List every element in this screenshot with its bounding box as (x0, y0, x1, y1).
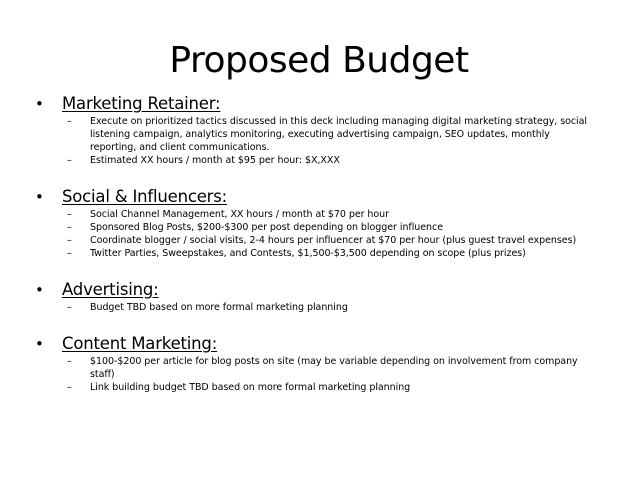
dash-icon: – (67, 116, 72, 127)
sub-item (35, 355, 625, 381)
sub-item-list (35, 208, 625, 260)
section-title: Social & Influencers: (62, 187, 228, 206)
dash-icon: – (67, 235, 72, 246)
sub-item-text: Estimated XX hours / month at $95 per hour: $X,XXX (90, 155, 340, 166)
bullet-icon: • (35, 95, 44, 113)
sub-item-text: Coordinate blogger / social visits, 2-4 hours per influencer at $70 per hour (plus guest travel expenses) (90, 235, 577, 246)
sub-item-text: Budget TBD based on more formal marketing planning (90, 302, 348, 313)
dash-icon: – (67, 222, 72, 233)
dash-icon: – (67, 302, 72, 313)
dash-icon: – (67, 248, 72, 259)
sub-item-text: Link building budget TBD based on more formal marketing planning (90, 382, 411, 393)
sub-item (35, 208, 625, 221)
sub-item (35, 234, 625, 247)
sub-item-text: Sponsored Blog Posts, $200-$300 per post depending on blogger influence (90, 222, 443, 233)
sub-item-list (35, 115, 625, 167)
sub-item-list (35, 301, 625, 314)
sub-item (35, 381, 625, 394)
sub-item-list (35, 355, 625, 394)
sub-item-text: $100-$200 per article for blog posts on site (may be variable depending on involvement from company staff) (90, 356, 578, 380)
section-title: Content Marketing: (62, 334, 218, 353)
section-advertising (35, 280, 625, 314)
dash-icon: – (67, 155, 72, 166)
section-marketing-retainer (35, 94, 625, 167)
dash-icon: – (67, 382, 72, 393)
section-title: Marketing Retainer: (62, 94, 221, 113)
sub-item (35, 221, 625, 234)
sub-item (35, 115, 625, 154)
sub-item-text: Execute on prioritized tactics discussed in this deck including managing digital marketing strategy, social listening campaign, analytics monitoring, executing advertising campaign, SEO updates, monthly reporting, and client communications. (90, 116, 587, 153)
sub-item (35, 247, 625, 260)
slide-title: Proposed Budget (169, 40, 469, 81)
section-header (35, 334, 625, 354)
dash-icon: – (67, 356, 72, 367)
bullet-icon: • (35, 188, 44, 206)
section-title: Advertising: (62, 280, 159, 299)
section-header (35, 280, 625, 300)
section-social-influencers (35, 187, 625, 260)
bullet-icon: • (35, 281, 44, 299)
sub-item-text: Social Channel Management, XX hours / month at $70 per hour (90, 209, 389, 220)
section-content-marketing (35, 334, 625, 394)
bullet-icon: • (35, 335, 44, 353)
slide-content (35, 94, 625, 414)
dash-icon: – (67, 209, 72, 220)
section-header (35, 94, 625, 114)
section-header (35, 187, 625, 207)
sub-item (35, 154, 625, 167)
sub-item-text: Twitter Parties, Sweepstakes, and Contests, $1,500-$3,500 depending on scope (plus prizes) (90, 248, 526, 259)
sub-item (35, 301, 625, 314)
